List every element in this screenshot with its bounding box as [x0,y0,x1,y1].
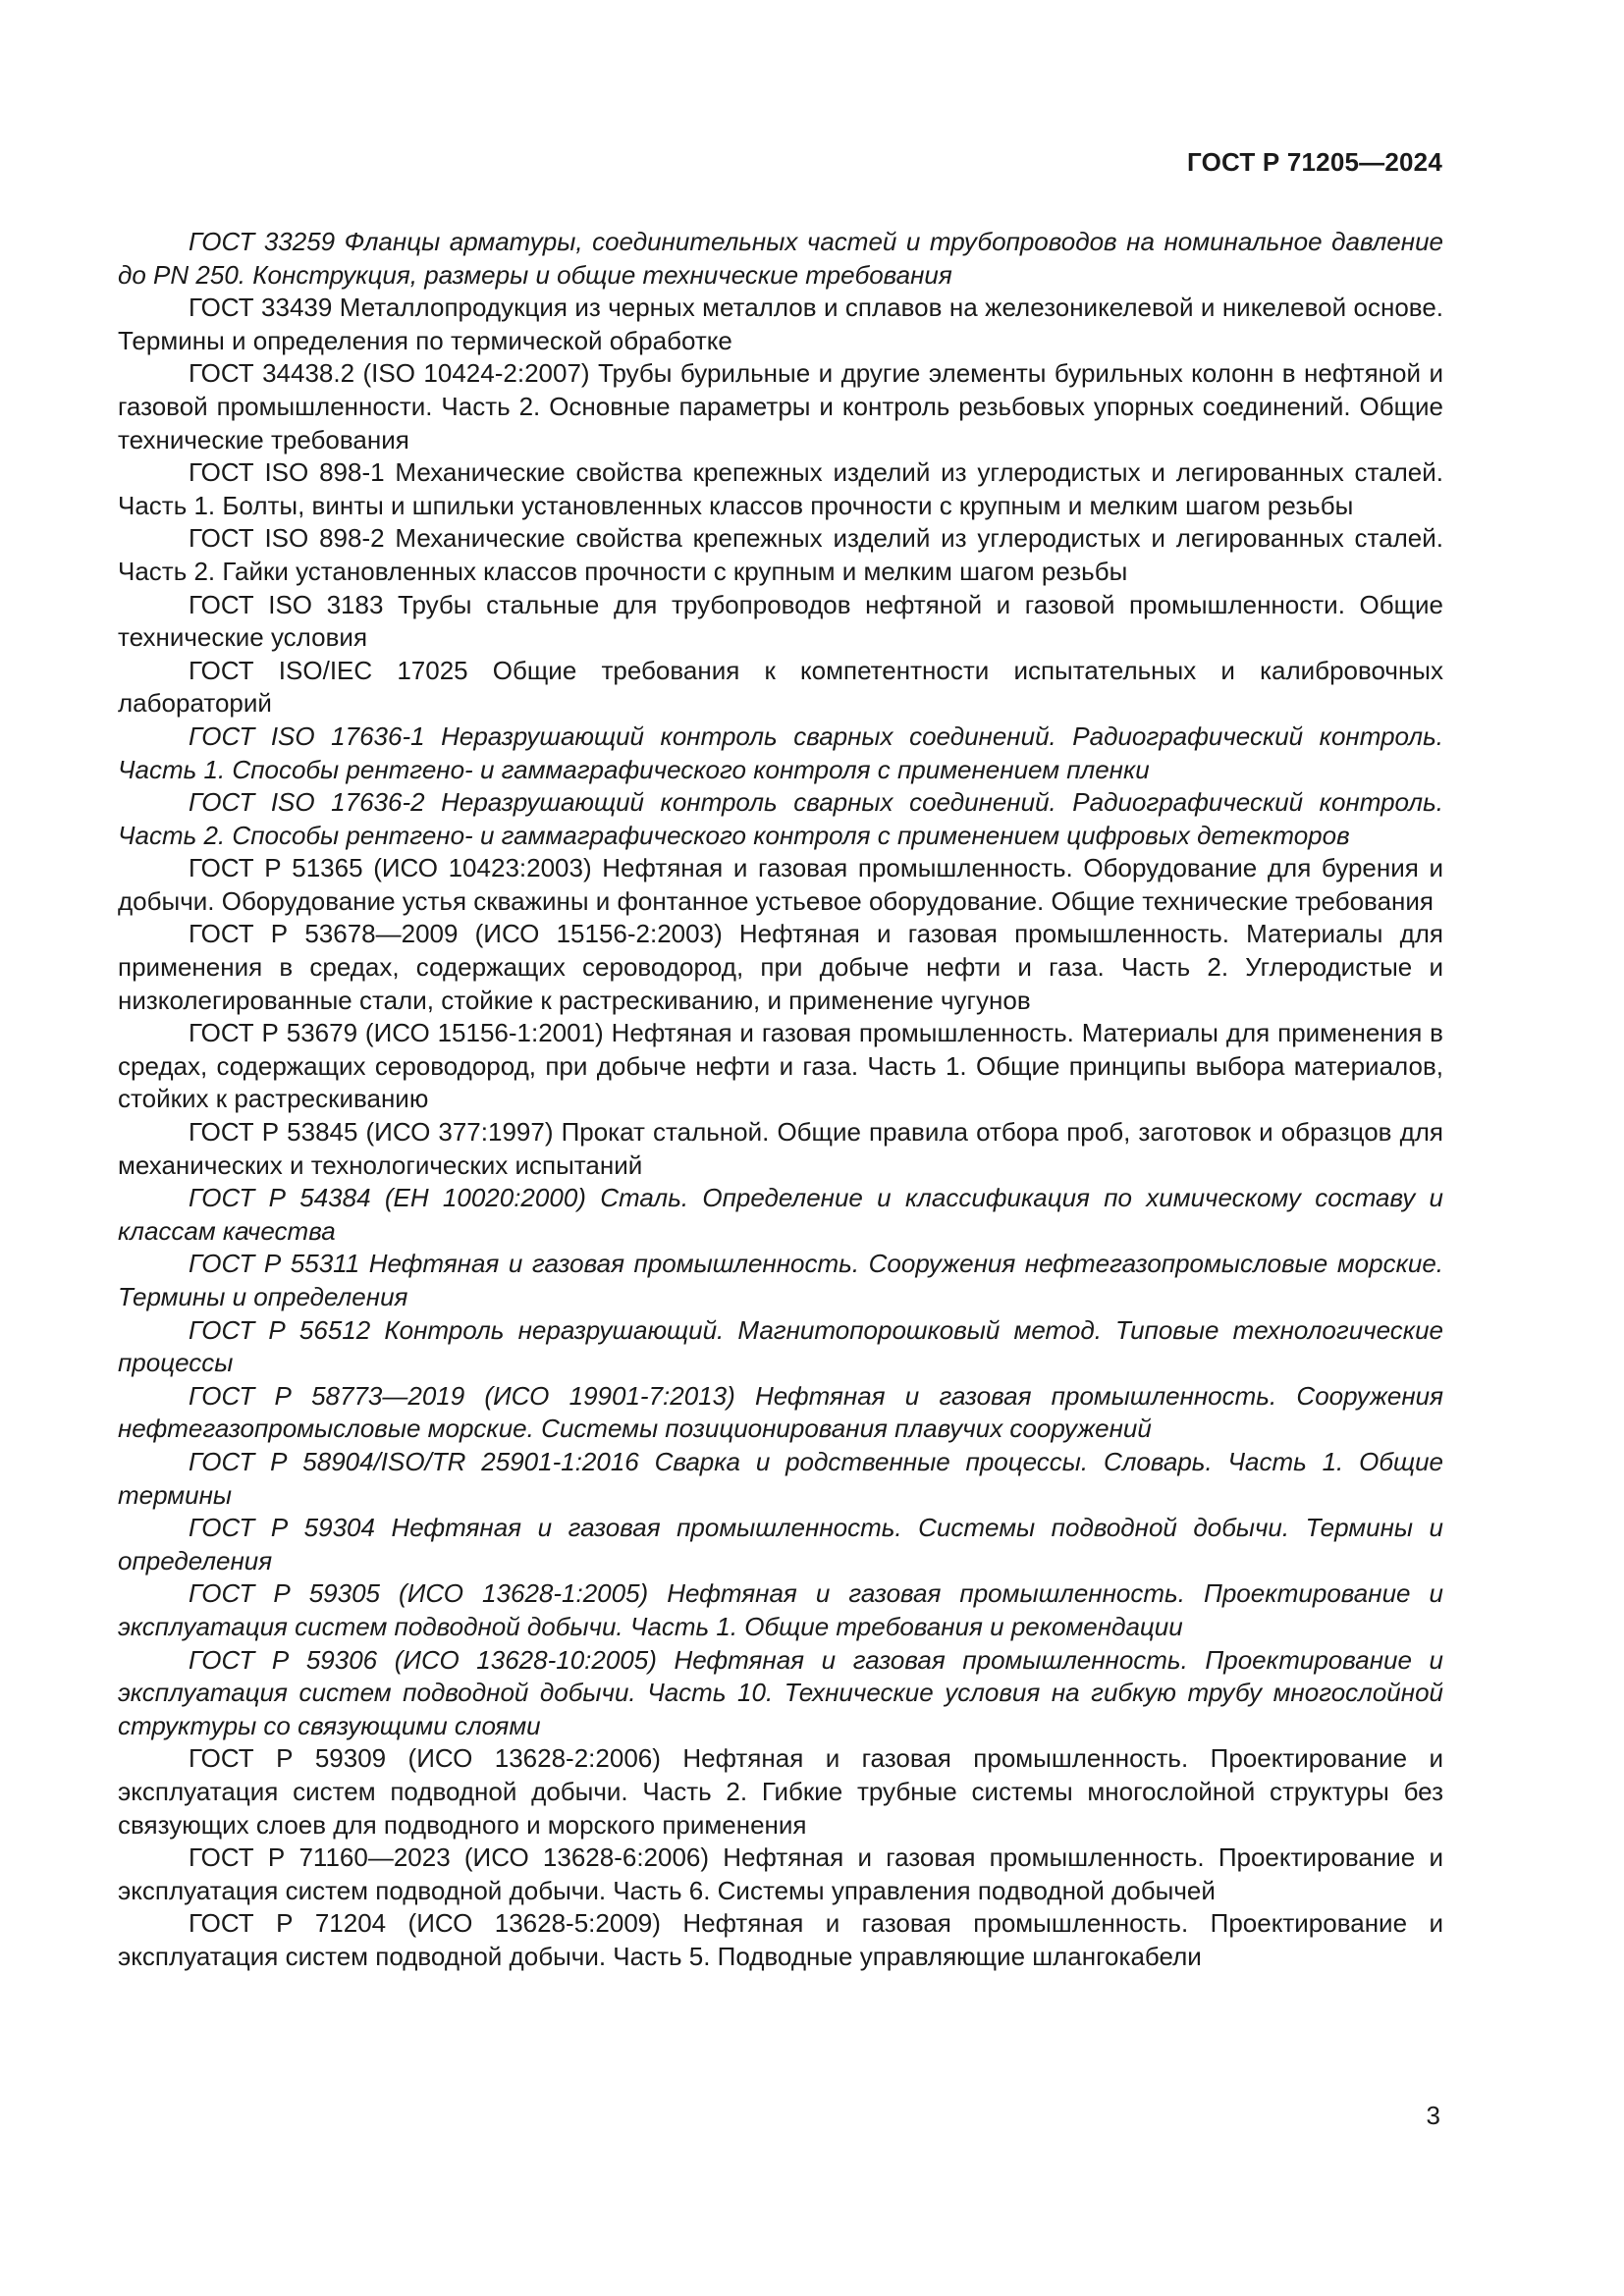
reference-item: ГОСТ Р 55311 Нефтяная и газовая промышленность. Сооружения нефтегазопромысловые морские. Термины и определения [118,1249,1443,1311]
reference-item: ГОСТ 33259 Фланцы арматуры, соединительных частей и трубопроводов на номинальное давление до PN 250. Конструкция, размеры и общие технические требования [118,227,1443,290]
reference-item: ГОСТ Р 51365 (ИСО 10423:2003) Нефтяная и газовая промышленность. Оборудование для бурения и добычи. Оборудование устья скважины и фонтанное устьевое оборудование. Общие технические требования [118,853,1443,916]
reference-item: ГОСТ Р 59309 (ИСО 13628-2:2006) Нефтяная и газовая промышленность. Проектирование и эксплуатация систем подводной добычи. Часть 2. Гибкие трубные системы многослойной структуры без связующих слоев для подводного и морского применения [118,1743,1443,1840]
reference-item: ГОСТ Р 71204 (ИСО 13628-5:2009) Нефтяная и газовая промышленность. Проектирование и эксплуатация систем подводной добычи. Часть 5. Подводные управляющие шлангокабели [118,1908,1443,1971]
reference-item: ГОСТ ISO 3183 Трубы стальные для трубопроводов нефтяной и газовой промышленности. Общие технические условия [118,589,1443,653]
reference-item: ГОСТ Р 53678—2009 (ИСО 15156-2:2003) Нефтяная и газовая промышленность. Материалы для применения в средах, содержащих сероводород, при добыче нефти и газа. Часть 2. Углеродистые и низколегированные стали, стойкие к растрескиванию, и применение чугунов [118,919,1443,1015]
reference-item: ГОСТ Р 56512 Контроль неразрушающий. Магнитопорошковый метод. Типовые технологические процессы [118,1314,1443,1378]
reference-item: ГОСТ ISO 898-1 Механические свойства крепежных изделий из углеродистых и легированных сталей. Часть 1. Болты, винты и шпильки установленных классов прочности с крупным и мелким шагом резьбы [118,457,1443,520]
reference-item: ГОСТ Р 53679 (ИСО 15156-1:2001) Нефтяная и газовая промышленность. Материалы для применения в средах, содержащих сероводород, при добыче нефти и газа. Часть 1. Общие принципы выбора материалов, стойких к растрескиванию [118,1018,1443,1114]
reference-item: ГОСТ Р 54384 (ЕН 10020:2000) Сталь. Определение и классификация по химическому составу и классам качества [118,1183,1443,1246]
reference-item: ГОСТ ISO 17636-2 Неразрушающий контроль сварных соединений. Радиографический контроль. Часть 2. Способы рентгено- и гаммаграфического контроля с применением цифровых детекторов [118,787,1443,850]
reference-item: ГОСТ Р 59306 (ИСО 13628-10:2005) Нефтяная и газовая промышленность. Проектирование и эксплуатация систем подводной добычи. Часть 10. Технические условия на гибкую трубу многослойной структуры со связующими слоями [118,1644,1443,1740]
reference-item: ГОСТ Р 59305 (ИСО 13628-1:2005) Нефтяная и газовая промышленность. Проектирование и эксплуатация систем подводной добычи. Часть 1. Общие требования и рекомендации [118,1578,1443,1641]
reference-item: ГОСТ Р 53845 (ИСО 377:1997) Прокат стальной. Общие правила отбора проб, заготовок и образцов для механических и технологических испытаний [118,1117,1443,1180]
reference-item: ГОСТ Р 71160—2023 (ИСО 13628-6:2006) Нефтяная и газовая промышленность. Проектирование и эксплуатация систем подводной добычи. Часть 6. Системы управления подводной добычей [118,1842,1443,1905]
reference-item: ГОСТ ISO 898-2 Механические свойства крепежных изделий из углеродистых и легированных сталей. Часть 2. Гайки установленных классов прочности с крупным и мелким шагом резьбы [118,523,1443,586]
reference-item: ГОСТ ISO/IEC 17025 Общие требования к компетентности испытательных и калибровочных лабораторий [118,655,1443,719]
reference-item: ГОСТ 34438.2 (ISO 10424-2:2007) Трубы бурильные и другие элементы бурильных колонн в нефтяной и газовой промышленности. Часть 2. Основные параметры и контроль резьбовых упорных соединений. Общие технические требования [118,358,1443,454]
document-header: ГОСТ Р 71205—2024 [1187,147,1442,177]
normative-references-list [118,226,1443,1973]
reference-item: ГОСТ ISO 17636-1 Неразрушающий контроль сварных соединений. Радиографический контроль. Часть 1. Способы рентгено- и гаммаграфического контроля с применением пленки [118,721,1443,784]
reference-item: ГОСТ Р 58773—2019 (ИСО 19901-7:2013) Нефтяная и газовая промышленность. Сооружения нефтегазопромысловые морские. Системы позиционирования плавучих сооружений [118,1380,1443,1444]
page-number: 3 [1426,2101,1440,2130]
reference-item: ГОСТ Р 58904/ISO/TR 25901-1:2016 Сварка и родственные процессы. Словарь. Часть 1. Общие термины [118,1446,1443,1510]
reference-item: ГОСТ Р 59304 Нефтяная и газовая промышленность. Системы подводной добычи. Термины и определения [118,1513,1443,1575]
reference-item: ГОСТ 33439 Металлопродукция из черных металлов и сплавов на железоникелевой и никелевой основе. Термины и определения по термической обработке [118,293,1443,355]
